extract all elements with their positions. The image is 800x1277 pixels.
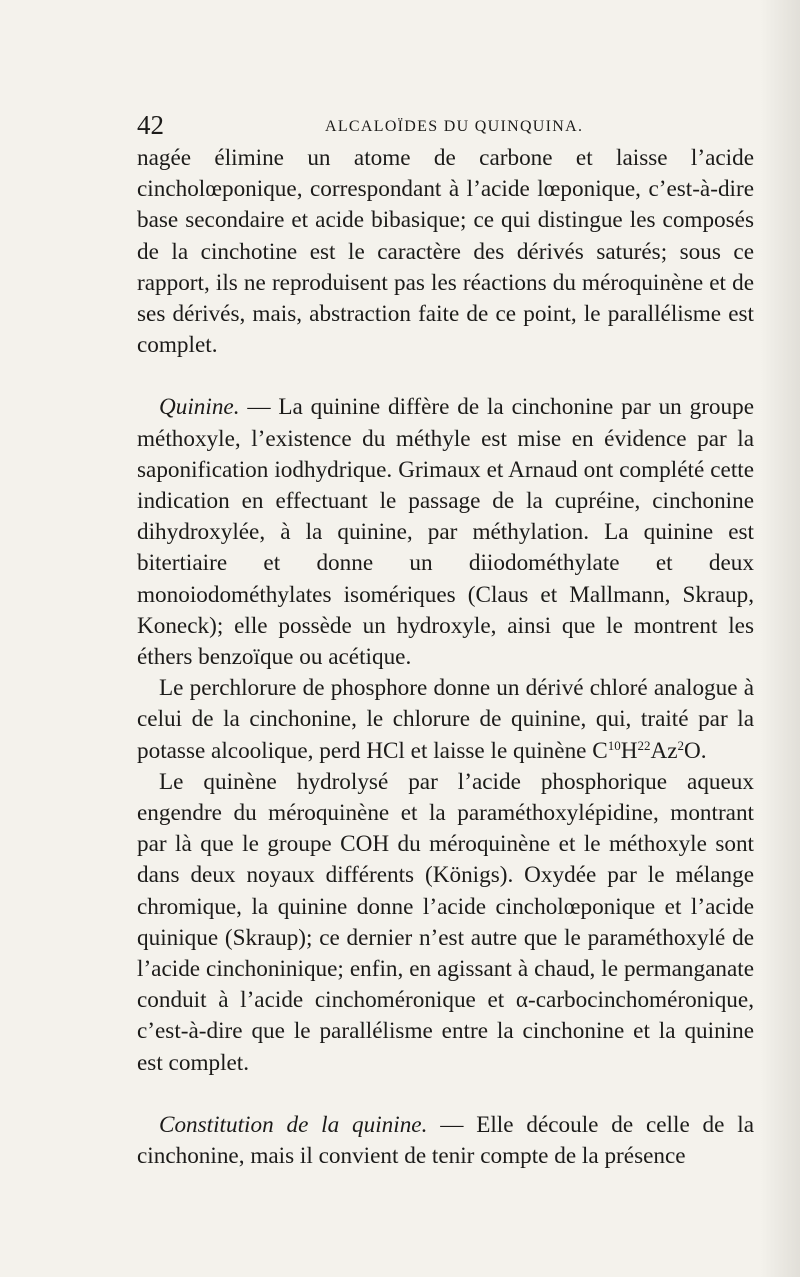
section-lead-constitution: Constitution de la quinine. [159, 1111, 428, 1138]
paragraph-text: Le perchlorure de phosphore donne un dérivé chloré analogue à celui de la cinchonine, le chlorure de quinine, qui, traité par la potasse alcoolique, perd HCl et laisse le quinène [137, 675, 754, 764]
paragraph-text: Le quinène hydrolysé par l’acide phosphorique aqueux engendre du méroquinène et la paraméthoxylépidine, montrant par là que le groupe COH du méroquinène et le méthoxyle sont dans deux noyaux différents (Königs). Oxydée par le mélange chromique, la quinine donne l’acide cincholœponique et l’acide quinique (Skraup); ce dernier n’est autre que le paraméthoxylé de l’acide cinchoninique; enfin, en agissant à chaud, le permanganate conduit à l’acide cinchoméronique et α-carbocinchoméronique, c’est-à-dire que le parallélisme entre la cinchonine et la quinine est complet. [137, 768, 754, 1076]
section-lead-quinine: Quinine. [159, 394, 240, 421]
running-title: ALCALOÏDES DU QUINQUINA. [325, 118, 584, 135]
body-text [137, 143, 754, 1172]
paragraph-quinene [137, 767, 754, 1079]
paragraph-perchlorure [137, 673, 754, 767]
paragraph-text: — La quinine diffère de la cinchonine par un groupe méthoxyle, l’existence du méthyle est mise en évidence par la saponification iodhydrique. Grimaux et Arnaud ont complété cette indication en effectuant le passage de la cupréine, cinchonine dihydroxylée, à la quinine, par méthylation. La quinine est bitertiaire et donne un diiodométhylate et deux monoiodométhylates isomériques (Claus et Mallmann, Skraup, Koneck); elle possède un hydroxyle, ainsi que le montrent les éthers benzoïque ou acétique. [137, 394, 754, 671]
paragraph-constitution [137, 1110, 754, 1172]
paragraph-text: nagée élimine un atome de carbone et laisse l’acide cincholœponique, correspondant à l’acide lœponique, c’est-à-dire base secondaire et acide bibasique; ce qui distingue les composés de la cinchotine est le caractère des dérivés saturés; sous ce rapport, ils ne reproduisent pas les réactions du méroquinène et de ses dérivés, mais, abstraction faite de ce point, le parallélisme est complet. [137, 145, 754, 359]
paragraph-quinine [137, 392, 754, 673]
paragraph-cinchotine [137, 143, 754, 361]
page-edge-shadow [760, 0, 800, 1277]
paragraph-text: — Elle découle de celle de la cinchonine, mais il convient de tenir compte de la présence [137, 1111, 754, 1170]
chemical-formula: $C^{10}H^{22}Az^2O$. [592, 737, 707, 764]
page-header [137, 107, 757, 143]
page-number: 42 [137, 110, 164, 140]
